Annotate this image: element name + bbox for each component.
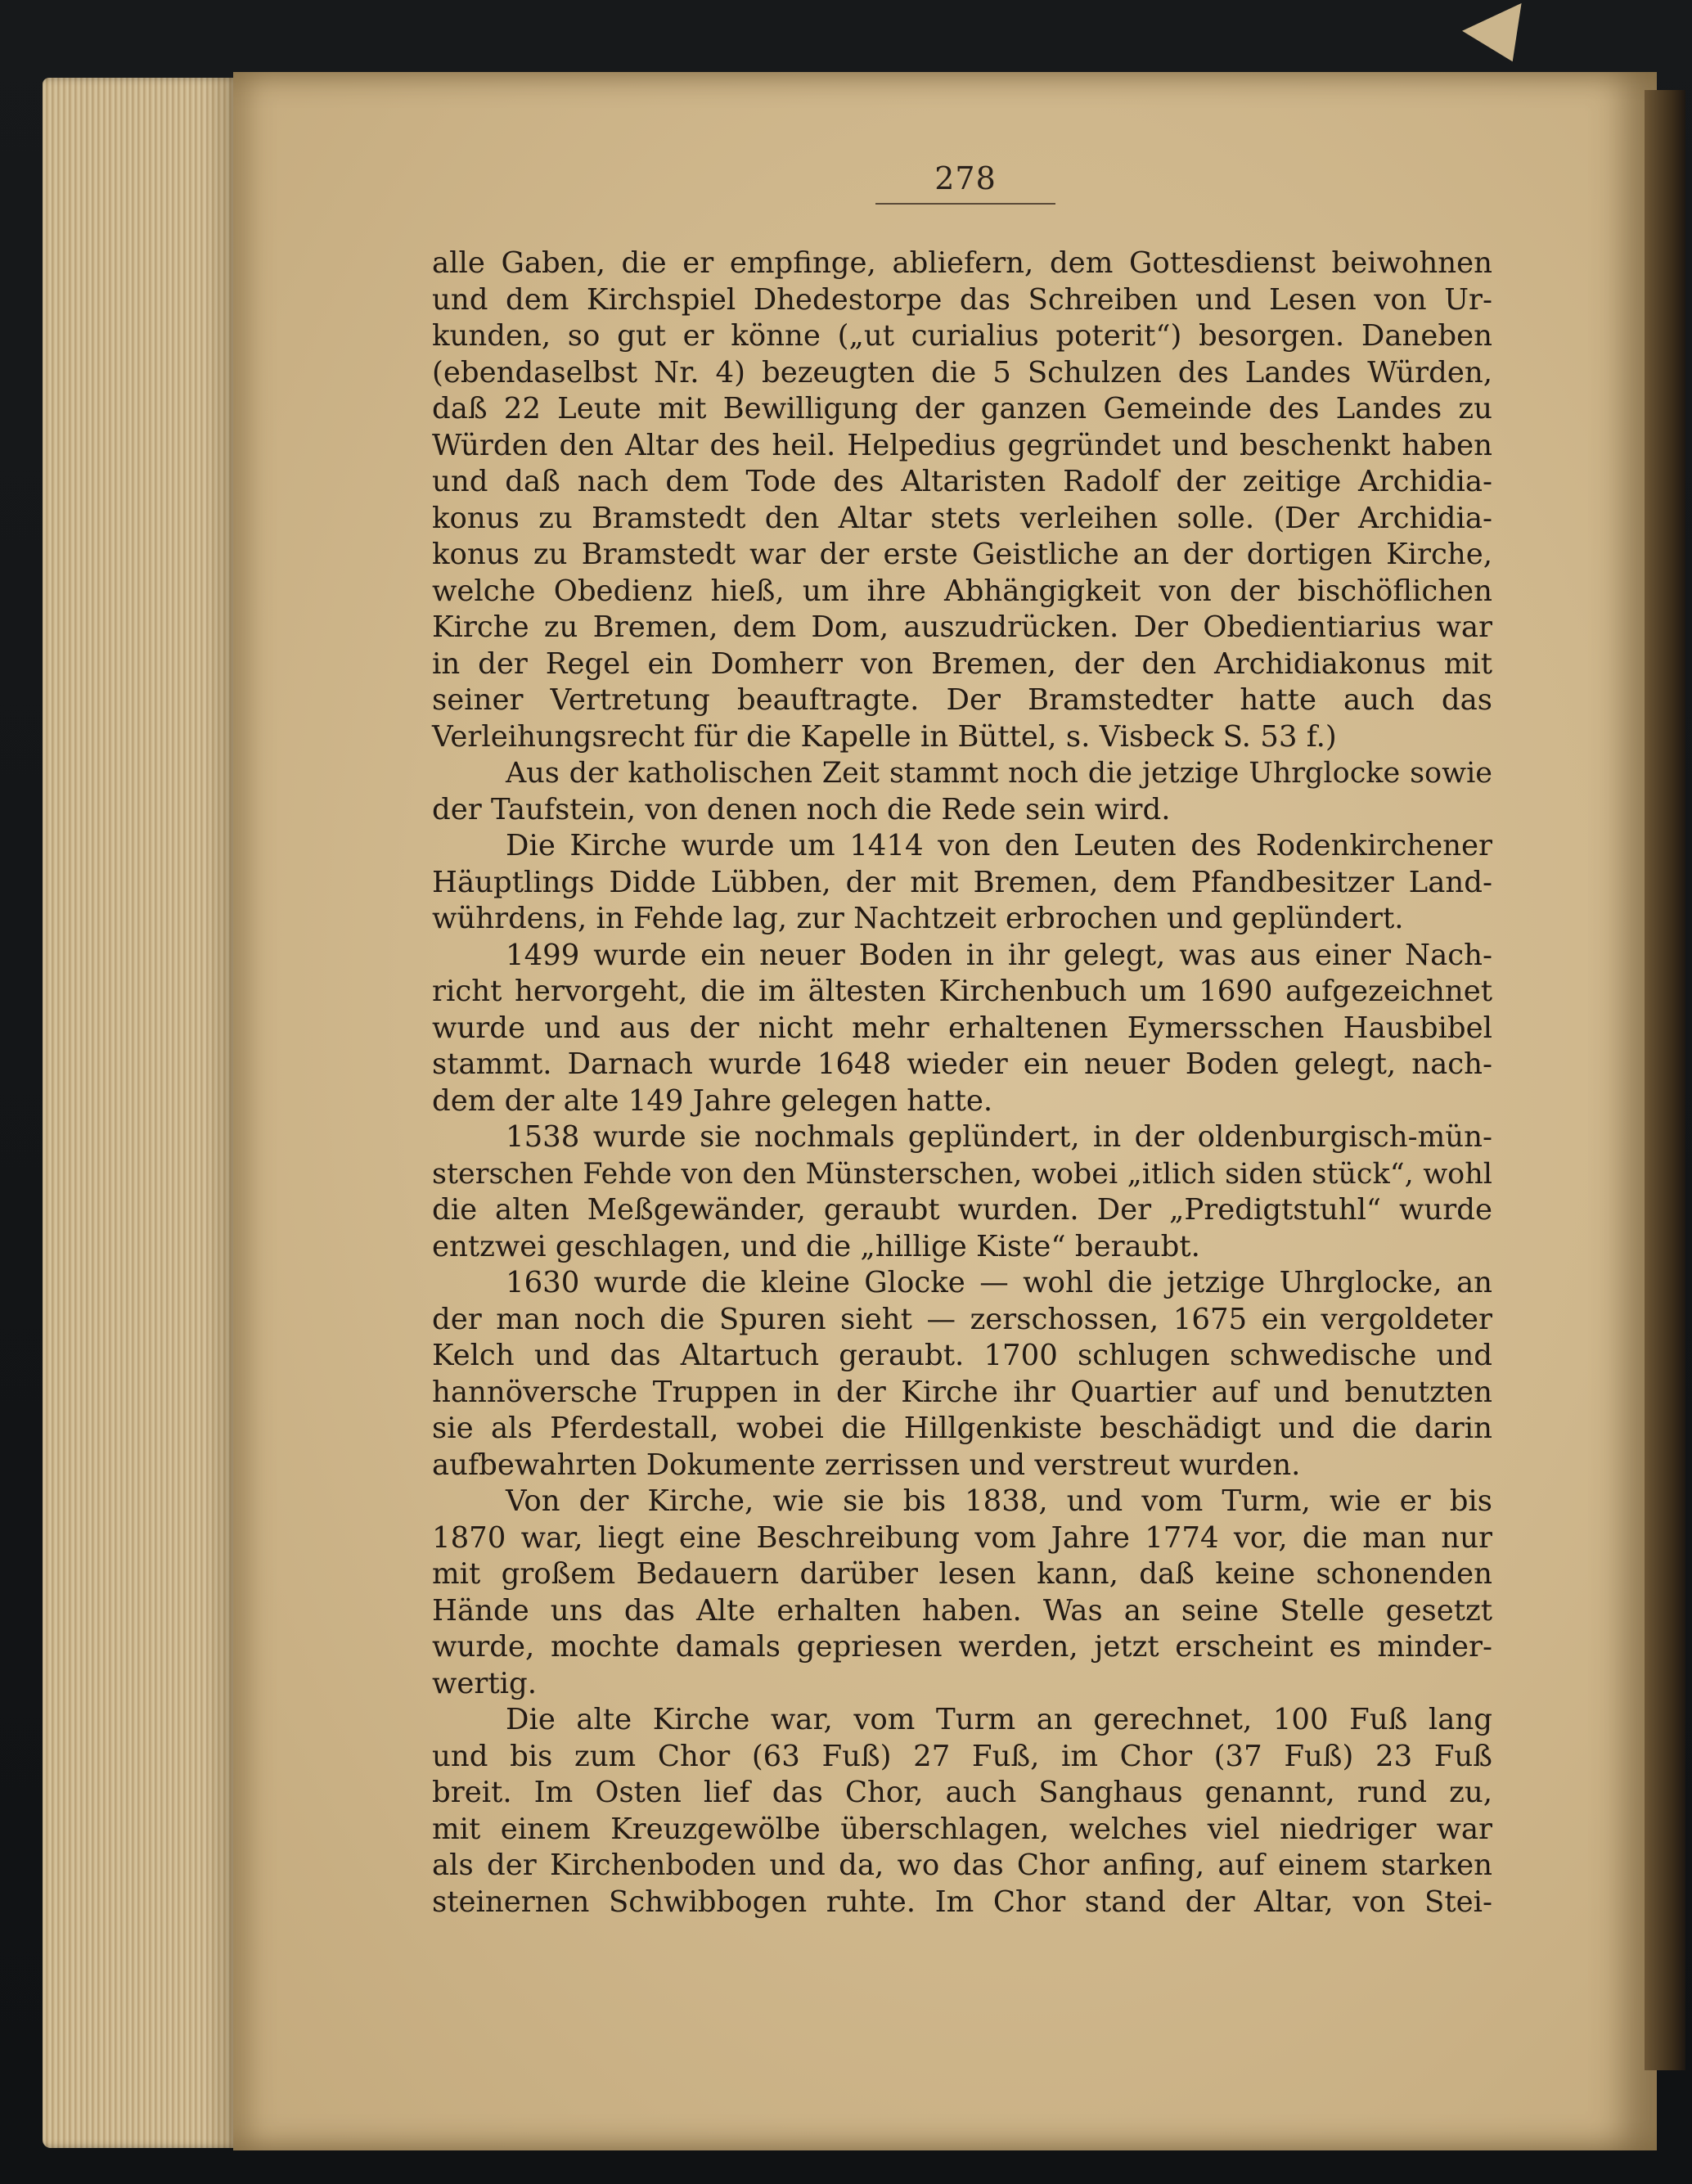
text-line: entzwei geschlagen, und die „hillige Kiste“ beraubt. (432, 1229, 1200, 1263)
text-line: wührdens, in Fehde lag, zur Nachtzeit erbrochen und geplündert. (432, 902, 1404, 935)
text-line: Kirche zu Bremen, dem Dom, auszudrücken. Der Obedientiarius war (432, 610, 1492, 644)
text-line: Verleihungsrecht für die Kapelle in Büttel, s. Visbeck S. 53 f.) (432, 719, 1337, 754)
text-line: wertig. (432, 1666, 537, 1700)
text-line: 1630 wurde die kleine Glocke — wohl die jetzige Uhrglocke, an (506, 1266, 1492, 1299)
text-line: daß 22 Leute mit Bewilligung der ganzen Gemeinde des Landes zu (432, 392, 1492, 426)
text-line: Kelch und das Altartuch geraubt. 1700 schlugen schwedische und (432, 1339, 1492, 1372)
text-line: seiner Vertretung beauftragte. Der Bramstedter hatte auch das (432, 683, 1492, 717)
text-line: steinernen Schwibbogen ruhte. Im Chor stand der Altar, von Stei- (432, 1885, 1492, 1919)
text-line: welche Obedienz hieß, um ihre Abhängigkeit von der bischöflichen (432, 574, 1492, 608)
header-rule (875, 203, 1055, 205)
text-line: konus zu Bramstedt war der erste Geistliche an der dortigen Kirche, (432, 538, 1492, 571)
text-line: sterschen Fehde von den Münsterschen, wobei „itlich siden stück“, wohl (432, 1157, 1492, 1191)
text-line: und dem Kirchspiel Dhedestorpe das Schreiben und Lesen von Ur- (432, 282, 1492, 317)
text-line: alle Gaben, die er empfinge, abliefern, dem Gottesdienst beiwohnen (432, 246, 1492, 280)
text-line: (ebendaselbst Nr. 4) bezeugten die 5 Schulzen des Landes Würden, (432, 355, 1492, 390)
text-line: 1870 war, liegt eine Beschreibung vom Jahre 1774 vor, die man nur (432, 1520, 1492, 1555)
text-line: Würden den Altar des heil. Helpedius gegründet und beschenkt haben (432, 428, 1492, 462)
text-line: Die Kirche wurde um 1414 von den Leuten des Rodenkirchener (506, 829, 1492, 862)
text-line: 1538 wurde sie nochmals geplündert, in der oldenburgisch-mün- (506, 1120, 1492, 1154)
page-number: 278 (934, 160, 997, 196)
text-line: Die alte Kirche war, vom Turm an gerechnet, 100 Fuß lang (506, 1703, 1492, 1736)
text-line: als der Kirchenboden und da, wo das Chor anfing, auf einem starken (432, 1849, 1492, 1882)
text-line: hannöversche Truppen in der Kirche ihr Quartier auf und benutzten (432, 1375, 1492, 1409)
text-line: in der Regel ein Domherr von Bremen, der den Archidiakonus mit (432, 646, 1492, 681)
text-line: der Taufstein, von denen noch die Rede sein wird. (432, 792, 1171, 826)
text-line: stammt. Darnach wurde 1648 wieder ein neuer Boden gelegt, nach- (432, 1047, 1492, 1081)
text-line: Häuptlings Didde Lübben, der mit Bremen, dem Pfandbesitzer Land- (432, 865, 1492, 899)
text-line: aufbewahrten Dokumente zerrissen und verstreut wurden. (432, 1448, 1301, 1482)
text-line: mit großem Bedauern darüber lesen kann, daß keine schonenden (432, 1557, 1492, 1591)
text-line: richt hervorgeht, die im ältesten Kirchenbuch um 1690 aufgezeichnet (432, 975, 1492, 1008)
text-line: Hände uns das Alte erhalten haben. Was an seine Stelle gesetzt (432, 1593, 1492, 1628)
text-line: Von der Kirche, wie sie bis 1838, und vom Turm, wie er bis (506, 1484, 1492, 1518)
text-line: wurde, mochte damals gepriesen werden, jetzt erscheint es minder- (432, 1630, 1492, 1664)
text-line: die alten Meßgewänder, geraubt wurden. Der „Predigtstuhl“ wurde (432, 1193, 1492, 1227)
text-line: dem der alte 149 Jahre gelegen hatte. (432, 1083, 993, 1118)
text-line: breit. Im Osten lief das Chor, auch Sanghaus genannt, rund zu, (432, 1776, 1492, 1809)
text-line: sie als Pferdestall, wobei die Hillgenkiste beschädigt und die darin (432, 1412, 1492, 1445)
book-right-edge (1645, 90, 1685, 2070)
text-line: und daß nach dem Tode des Altaristen Radolf der zeitige Archidia- (432, 465, 1492, 498)
text-line: der man noch die Spuren sieht — zerschossen, 1675 ein vergoldeter (432, 1302, 1492, 1336)
text-line: kunden, so gut er könne („ut curialius poterit“) besorgen. Daneben (432, 319, 1492, 353)
text-line: mit einem Kreuzgewölbe überschlagen, welches viel niedriger war (432, 1812, 1492, 1846)
text-line: und bis zum Chor (63 Fuß) 27 Fuß, im Chor (37 Fuß) 23 Fuß (432, 1739, 1492, 1773)
text-line: Aus der katholischen Zeit stammt noch die jetzige Uhrglocke sowie (506, 757, 1492, 790)
text-line: 1499 wurde ein neuer Boden in ihr gelegt, was aus einer Nach- (506, 938, 1492, 972)
text-line: konus zu Bramstedt den Altar stets verleihen solle. (Der Archidia- (432, 501, 1492, 535)
body-text (432, 245, 1492, 1921)
page-corner-tab (1462, 3, 1542, 75)
text-line: wurde und aus der nicht mehr erhaltenen Eymersschen Hausbibel (432, 1011, 1492, 1045)
